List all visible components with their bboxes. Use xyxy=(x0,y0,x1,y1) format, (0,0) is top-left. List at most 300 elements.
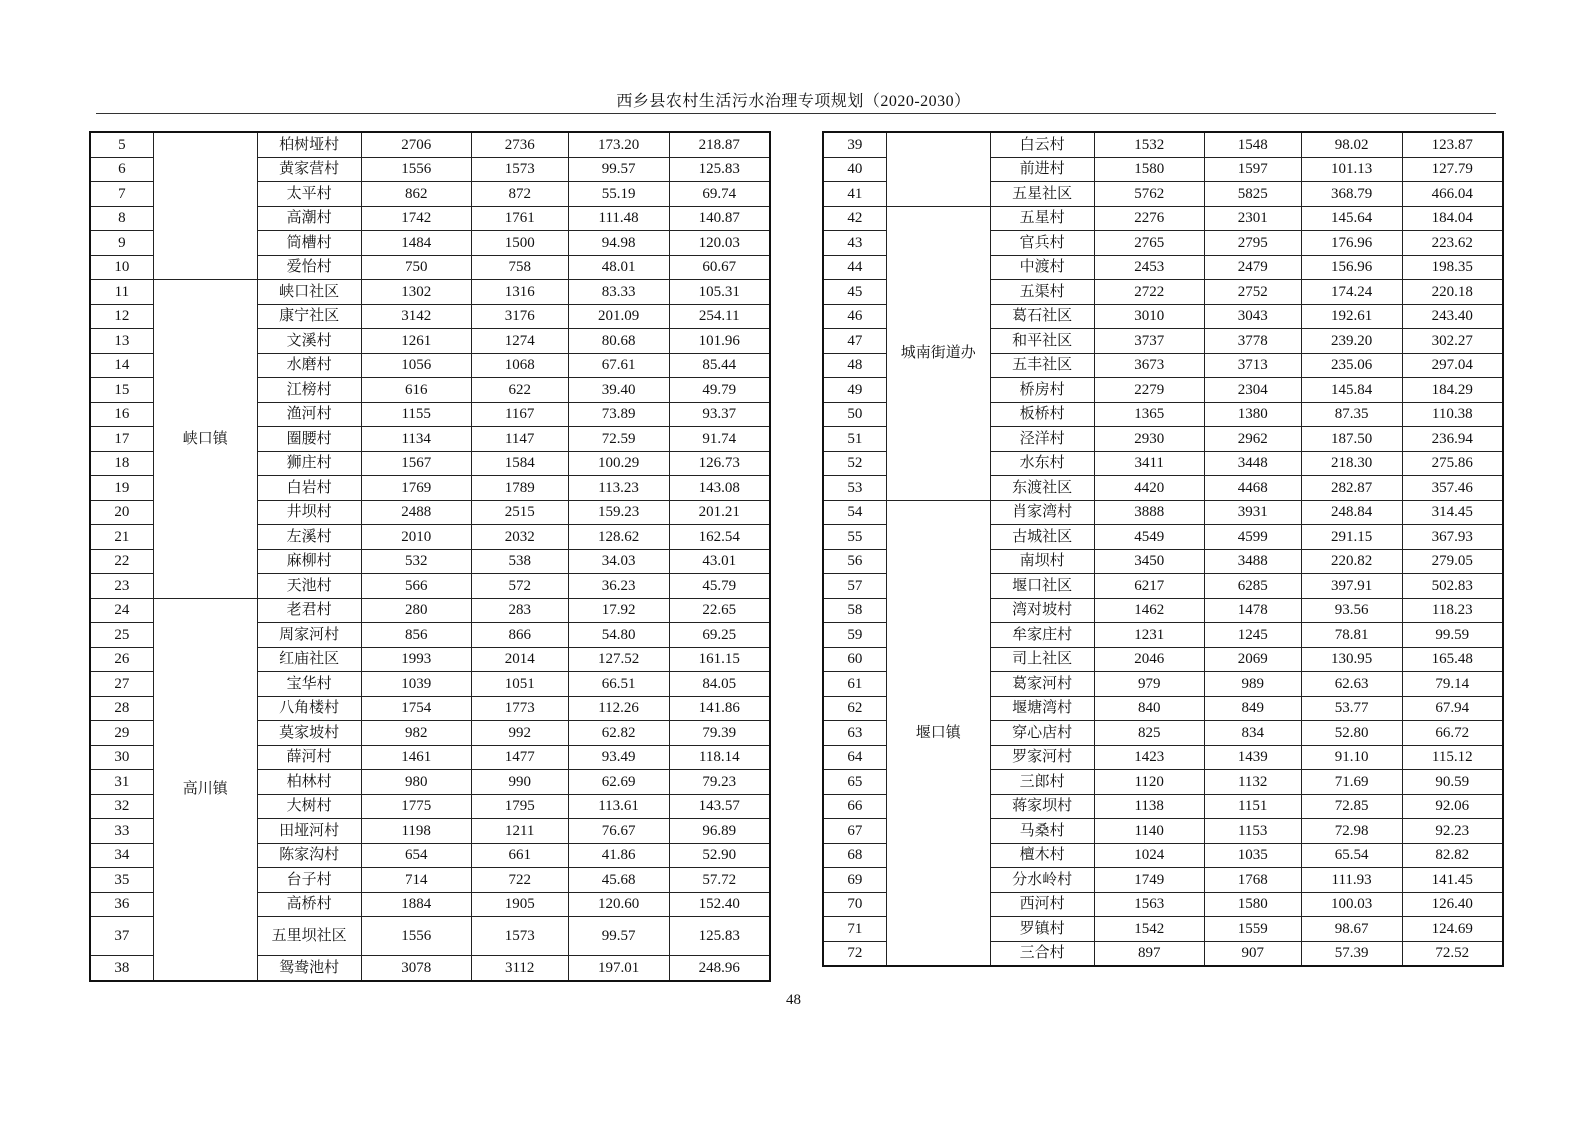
table-row xyxy=(90,132,770,157)
village-name-cell: 宝华村 xyxy=(257,672,361,697)
village-name-cell: 薛河村 xyxy=(257,745,361,770)
row-number-cell: 10 xyxy=(90,255,153,280)
population-cell: 2279 xyxy=(1094,378,1204,403)
projected-population-cell: 1035 xyxy=(1204,843,1301,868)
left-data-table xyxy=(89,131,771,982)
row-number-cell: 22 xyxy=(90,549,153,574)
projected-population-cell: 1477 xyxy=(471,745,568,770)
sewage-volume-cell: 62.69 xyxy=(568,770,669,795)
sewage-volume-cell: 98.02 xyxy=(1301,132,1402,157)
sewage-volume-cell: 17.92 xyxy=(568,598,669,623)
projected-population-cell: 1573 xyxy=(471,917,568,956)
population-cell: 1134 xyxy=(361,427,471,452)
village-name-cell: 鸳鸯池村 xyxy=(257,956,361,981)
sewage-volume-cell: 55.19 xyxy=(568,182,669,207)
population-cell: 1563 xyxy=(1094,892,1204,917)
sewage-volume-cell: 57.39 xyxy=(1301,941,1402,966)
population-cell: 654 xyxy=(361,843,471,868)
row-number-cell: 37 xyxy=(90,917,153,956)
projected-sewage-volume-cell: 302.27 xyxy=(1402,329,1503,354)
projected-sewage-volume-cell: 123.87 xyxy=(1402,132,1503,157)
table-row xyxy=(90,280,770,305)
sewage-volume-cell: 45.68 xyxy=(568,868,669,893)
row-number-cell: 56 xyxy=(823,549,886,574)
projected-sewage-volume-cell: 220.18 xyxy=(1402,280,1503,305)
sewage-volume-cell: 100.03 xyxy=(1301,892,1402,917)
projected-population-cell: 538 xyxy=(471,549,568,574)
village-name-cell: 筒槽村 xyxy=(257,231,361,256)
population-cell: 3010 xyxy=(1094,304,1204,329)
village-name-cell: 柏林村 xyxy=(257,770,361,795)
row-number-cell: 34 xyxy=(90,843,153,868)
sewage-volume-cell: 128.62 xyxy=(568,525,669,550)
row-number-cell: 19 xyxy=(90,476,153,501)
row-number-cell: 63 xyxy=(823,721,886,746)
row-number-cell: 65 xyxy=(823,770,886,795)
village-name-cell: 大树村 xyxy=(257,794,361,819)
village-name-cell: 檀木村 xyxy=(990,843,1094,868)
projected-population-cell: 3112 xyxy=(471,956,568,981)
row-number-cell: 72 xyxy=(823,941,886,966)
population-cell: 1567 xyxy=(361,451,471,476)
population-cell: 840 xyxy=(1094,696,1204,721)
projected-sewage-volume-cell: 115.12 xyxy=(1402,745,1503,770)
projected-sewage-volume-cell: 162.54 xyxy=(669,525,770,550)
row-number-cell: 30 xyxy=(90,745,153,770)
village-name-cell: 爱怡村 xyxy=(257,255,361,280)
projected-population-cell: 5825 xyxy=(1204,182,1301,207)
projected-population-cell: 2962 xyxy=(1204,427,1301,452)
projected-population-cell: 6285 xyxy=(1204,574,1301,599)
row-number-cell: 41 xyxy=(823,182,886,207)
right-data-table xyxy=(822,131,1504,967)
population-cell: 2706 xyxy=(361,132,471,157)
sewage-volume-cell: 71.69 xyxy=(1301,770,1402,795)
village-name-cell: 康宁社区 xyxy=(257,304,361,329)
projected-population-cell: 3488 xyxy=(1204,549,1301,574)
village-name-cell: 太平村 xyxy=(257,182,361,207)
population-cell: 1462 xyxy=(1094,598,1204,623)
row-number-cell: 29 xyxy=(90,721,153,746)
projected-sewage-volume-cell: 127.79 xyxy=(1402,157,1503,182)
population-cell: 1231 xyxy=(1094,623,1204,648)
projected-population-cell: 1167 xyxy=(471,402,568,427)
projected-population-cell: 1380 xyxy=(1204,402,1301,427)
row-number-cell: 39 xyxy=(823,132,886,157)
projected-population-cell: 1439 xyxy=(1204,745,1301,770)
projected-sewage-volume-cell: 248.96 xyxy=(669,956,770,981)
village-name-cell: 圈腰村 xyxy=(257,427,361,452)
village-name-cell: 前进村 xyxy=(990,157,1094,182)
projected-sewage-volume-cell: 297.04 xyxy=(1402,353,1503,378)
village-name-cell: 白岩村 xyxy=(257,476,361,501)
sewage-volume-cell: 80.68 xyxy=(568,329,669,354)
projected-sewage-volume-cell: 92.06 xyxy=(1402,794,1503,819)
sewage-volume-cell: 120.60 xyxy=(568,892,669,917)
sewage-volume-cell: 48.01 xyxy=(568,255,669,280)
projected-sewage-volume-cell: 22.65 xyxy=(669,598,770,623)
village-name-cell: 八角楼村 xyxy=(257,696,361,721)
sewage-volume-cell: 78.81 xyxy=(1301,623,1402,648)
projected-sewage-volume-cell: 223.62 xyxy=(1402,231,1503,256)
row-number-cell: 26 xyxy=(90,647,153,672)
projected-sewage-volume-cell: 243.40 xyxy=(1402,304,1503,329)
projected-population-cell: 2032 xyxy=(471,525,568,550)
village-name-cell: 五星村 xyxy=(990,206,1094,231)
row-number-cell: 69 xyxy=(823,868,886,893)
population-cell: 3078 xyxy=(361,956,471,981)
sewage-volume-cell: 112.26 xyxy=(568,696,669,721)
sewage-volume-cell: 99.57 xyxy=(568,917,669,956)
projected-sewage-volume-cell: 125.83 xyxy=(669,157,770,182)
document-header: 西乡县农村生活污水治理专项规划（2020-2030） xyxy=(616,93,971,110)
row-number-cell: 20 xyxy=(90,500,153,525)
sewage-volume-cell: 197.01 xyxy=(568,956,669,981)
projected-population-cell: 1316 xyxy=(471,280,568,305)
population-cell: 1532 xyxy=(1094,132,1204,157)
population-cell: 1056 xyxy=(361,353,471,378)
row-number-cell: 31 xyxy=(90,770,153,795)
projected-sewage-volume-cell: 84.05 xyxy=(669,672,770,697)
projected-population-cell: 1211 xyxy=(471,819,568,844)
sewage-volume-cell: 201.09 xyxy=(568,304,669,329)
population-cell: 1198 xyxy=(361,819,471,844)
sewage-volume-cell: 156.96 xyxy=(1301,255,1402,280)
projected-sewage-volume-cell: 143.08 xyxy=(669,476,770,501)
sewage-volume-cell: 52.80 xyxy=(1301,721,1402,746)
village-name-cell: 江榜村 xyxy=(257,378,361,403)
projected-sewage-volume-cell: 502.83 xyxy=(1402,574,1503,599)
sewage-volume-cell: 187.50 xyxy=(1301,427,1402,452)
projected-sewage-volume-cell: 466.04 xyxy=(1402,182,1503,207)
population-cell: 280 xyxy=(361,598,471,623)
projected-population-cell: 2795 xyxy=(1204,231,1301,256)
sewage-volume-cell: 159.23 xyxy=(568,500,669,525)
row-number-cell: 32 xyxy=(90,794,153,819)
row-number-cell: 40 xyxy=(823,157,886,182)
village-name-cell: 司上社区 xyxy=(990,647,1094,672)
projected-sewage-volume-cell: 184.29 xyxy=(1402,378,1503,403)
village-name-cell: 峡口社区 xyxy=(257,280,361,305)
sewage-volume-cell: 99.57 xyxy=(568,157,669,182)
village-name-cell: 台子村 xyxy=(257,868,361,893)
population-cell: 856 xyxy=(361,623,471,648)
sewage-volume-cell: 111.93 xyxy=(1301,868,1402,893)
row-number-cell: 27 xyxy=(90,672,153,697)
population-cell: 1155 xyxy=(361,402,471,427)
table-row xyxy=(90,598,770,623)
projected-sewage-volume-cell: 85.44 xyxy=(669,353,770,378)
village-name-cell: 井坝村 xyxy=(257,500,361,525)
row-number-cell: 7 xyxy=(90,182,153,207)
village-name-cell: 罗镇村 xyxy=(990,917,1094,942)
village-name-cell: 西河村 xyxy=(990,892,1094,917)
sewage-volume-cell: 39.40 xyxy=(568,378,669,403)
projected-sewage-volume-cell: 118.14 xyxy=(669,745,770,770)
village-name-cell: 中渡村 xyxy=(990,255,1094,280)
population-cell: 1261 xyxy=(361,329,471,354)
sewage-volume-cell: 176.96 xyxy=(1301,231,1402,256)
projected-sewage-volume-cell: 79.39 xyxy=(669,721,770,746)
projected-population-cell: 2479 xyxy=(1204,255,1301,280)
projected-sewage-volume-cell: 201.21 xyxy=(669,500,770,525)
village-name-cell: 东渡社区 xyxy=(990,476,1094,501)
projected-sewage-volume-cell: 82.82 xyxy=(1402,843,1503,868)
row-number-cell: 67 xyxy=(823,819,886,844)
sewage-volume-cell: 218.30 xyxy=(1301,451,1402,476)
population-cell: 1542 xyxy=(1094,917,1204,942)
sewage-volume-cell: 72.59 xyxy=(568,427,669,452)
row-number-cell: 59 xyxy=(823,623,886,648)
population-cell: 982 xyxy=(361,721,471,746)
row-number-cell: 9 xyxy=(90,231,153,256)
population-cell: 2453 xyxy=(1094,255,1204,280)
population-cell: 532 xyxy=(361,549,471,574)
population-cell: 1024 xyxy=(1094,843,1204,868)
projected-population-cell: 1559 xyxy=(1204,917,1301,942)
population-cell: 3450 xyxy=(1094,549,1204,574)
projected-sewage-volume-cell: 45.79 xyxy=(669,574,770,599)
projected-population-cell: 3176 xyxy=(471,304,568,329)
projected-sewage-volume-cell: 161.15 xyxy=(669,647,770,672)
projected-sewage-volume-cell: 118.23 xyxy=(1402,598,1503,623)
sewage-volume-cell: 174.24 xyxy=(1301,280,1402,305)
projected-sewage-volume-cell: 93.37 xyxy=(669,402,770,427)
projected-sewage-volume-cell: 69.25 xyxy=(669,623,770,648)
population-cell: 1423 xyxy=(1094,745,1204,770)
projected-population-cell: 3931 xyxy=(1204,500,1301,525)
projected-sewage-volume-cell: 125.83 xyxy=(669,917,770,956)
page-number: 48 xyxy=(786,992,801,1008)
projected-population-cell: 990 xyxy=(471,770,568,795)
population-cell: 1302 xyxy=(361,280,471,305)
projected-sewage-volume-cell: 49.79 xyxy=(669,378,770,403)
village-name-cell: 红庙社区 xyxy=(257,647,361,672)
sewage-volume-cell: 36.23 xyxy=(568,574,669,599)
row-number-cell: 5 xyxy=(90,132,153,157)
projected-sewage-volume-cell: 110.38 xyxy=(1402,402,1503,427)
population-cell: 1580 xyxy=(1094,157,1204,182)
projected-sewage-volume-cell: 279.05 xyxy=(1402,549,1503,574)
row-number-cell: 42 xyxy=(823,206,886,231)
projected-sewage-volume-cell: 198.35 xyxy=(1402,255,1503,280)
projected-population-cell: 572 xyxy=(471,574,568,599)
table-row xyxy=(823,500,1503,525)
row-number-cell: 66 xyxy=(823,794,886,819)
sewage-volume-cell: 239.20 xyxy=(1301,329,1402,354)
projected-sewage-volume-cell: 91.74 xyxy=(669,427,770,452)
sewage-volume-cell: 235.06 xyxy=(1301,353,1402,378)
projected-sewage-volume-cell: 120.03 xyxy=(669,231,770,256)
village-name-cell: 文溪村 xyxy=(257,329,361,354)
population-cell: 2276 xyxy=(1094,206,1204,231)
projected-population-cell: 2301 xyxy=(1204,206,1301,231)
sewage-volume-cell: 113.23 xyxy=(568,476,669,501)
projected-sewage-volume-cell: 152.40 xyxy=(669,892,770,917)
row-number-cell: 11 xyxy=(90,280,153,305)
row-number-cell: 55 xyxy=(823,525,886,550)
row-number-cell: 15 xyxy=(90,378,153,403)
row-number-cell: 28 xyxy=(90,696,153,721)
projected-sewage-volume-cell: 184.04 xyxy=(1402,206,1503,231)
projected-sewage-volume-cell: 143.57 xyxy=(669,794,770,819)
population-cell: 2722 xyxy=(1094,280,1204,305)
sewage-volume-cell: 91.10 xyxy=(1301,745,1402,770)
projected-population-cell: 1548 xyxy=(1204,132,1301,157)
projected-population-cell: 872 xyxy=(471,182,568,207)
sewage-volume-cell: 62.82 xyxy=(568,721,669,746)
row-number-cell: 36 xyxy=(90,892,153,917)
projected-sewage-volume-cell: 99.59 xyxy=(1402,623,1503,648)
sewage-volume-cell: 67.61 xyxy=(568,353,669,378)
sewage-volume-cell: 291.15 xyxy=(1301,525,1402,550)
projected-sewage-volume-cell: 60.67 xyxy=(669,255,770,280)
village-name-cell: 官兵村 xyxy=(990,231,1094,256)
sewage-volume-cell: 98.67 xyxy=(1301,917,1402,942)
projected-sewage-volume-cell: 66.72 xyxy=(1402,721,1503,746)
row-number-cell: 52 xyxy=(823,451,886,476)
row-number-cell: 8 xyxy=(90,206,153,231)
population-cell: 1138 xyxy=(1094,794,1204,819)
town-cell: 峡口镇 xyxy=(153,280,257,599)
population-cell: 862 xyxy=(361,182,471,207)
projected-population-cell: 1768 xyxy=(1204,868,1301,893)
row-number-cell: 58 xyxy=(823,598,886,623)
village-name-cell: 堰口社区 xyxy=(990,574,1094,599)
sewage-volume-cell: 368.79 xyxy=(1301,182,1402,207)
village-name-cell: 葛家河村 xyxy=(990,672,1094,697)
row-number-cell: 13 xyxy=(90,329,153,354)
village-name-cell: 水磨村 xyxy=(257,353,361,378)
row-number-cell: 44 xyxy=(823,255,886,280)
population-cell: 1884 xyxy=(361,892,471,917)
village-name-cell: 古城社区 xyxy=(990,525,1094,550)
population-cell: 6217 xyxy=(1094,574,1204,599)
village-name-cell: 五渠村 xyxy=(990,280,1094,305)
projected-population-cell: 2515 xyxy=(471,500,568,525)
sewage-volume-cell: 41.86 xyxy=(568,843,669,868)
sewage-volume-cell: 34.03 xyxy=(568,549,669,574)
row-number-cell: 62 xyxy=(823,696,886,721)
sewage-volume-cell: 66.51 xyxy=(568,672,669,697)
projected-population-cell: 3043 xyxy=(1204,304,1301,329)
sewage-volume-cell: 65.54 xyxy=(1301,843,1402,868)
population-cell: 3142 xyxy=(361,304,471,329)
projected-population-cell: 1795 xyxy=(471,794,568,819)
village-name-cell: 蒋家坝村 xyxy=(990,794,1094,819)
village-name-cell: 葛石社区 xyxy=(990,304,1094,329)
sewage-volume-cell: 130.95 xyxy=(1301,647,1402,672)
population-cell: 3737 xyxy=(1094,329,1204,354)
village-name-cell: 三郎村 xyxy=(990,770,1094,795)
village-name-cell: 和平社区 xyxy=(990,329,1094,354)
projected-population-cell: 1573 xyxy=(471,157,568,182)
village-name-cell: 老君村 xyxy=(257,598,361,623)
town-cell: 堰口镇 xyxy=(886,500,990,966)
village-name-cell: 马桑村 xyxy=(990,819,1094,844)
village-name-cell: 陈家沟村 xyxy=(257,843,361,868)
village-name-cell: 南坝村 xyxy=(990,549,1094,574)
population-cell: 566 xyxy=(361,574,471,599)
projected-population-cell: 283 xyxy=(471,598,568,623)
projected-population-cell: 907 xyxy=(1204,941,1301,966)
village-name-cell: 五丰社区 xyxy=(990,353,1094,378)
village-name-cell: 田垭河村 xyxy=(257,819,361,844)
population-cell: 1775 xyxy=(361,794,471,819)
population-cell: 1556 xyxy=(361,157,471,182)
population-cell: 2010 xyxy=(361,525,471,550)
sewage-volume-cell: 127.52 xyxy=(568,647,669,672)
header-rule xyxy=(96,113,1496,114)
population-cell: 1754 xyxy=(361,696,471,721)
population-cell: 4549 xyxy=(1094,525,1204,550)
sewage-volume-cell: 72.85 xyxy=(1301,794,1402,819)
village-name-cell: 五里坝社区 xyxy=(257,917,361,956)
row-number-cell: 18 xyxy=(90,451,153,476)
village-name-cell: 穿心店村 xyxy=(990,721,1094,746)
village-name-cell: 水东村 xyxy=(990,451,1094,476)
sewage-volume-cell: 72.98 xyxy=(1301,819,1402,844)
population-cell: 1365 xyxy=(1094,402,1204,427)
row-number-cell: 14 xyxy=(90,353,153,378)
projected-population-cell: 866 xyxy=(471,623,568,648)
sewage-volume-cell: 113.61 xyxy=(568,794,669,819)
row-number-cell: 51 xyxy=(823,427,886,452)
row-number-cell: 46 xyxy=(823,304,886,329)
sewage-volume-cell: 54.80 xyxy=(568,623,669,648)
projected-sewage-volume-cell: 101.96 xyxy=(669,329,770,354)
population-cell: 3888 xyxy=(1094,500,1204,525)
population-cell: 1993 xyxy=(361,647,471,672)
sewage-volume-cell: 145.64 xyxy=(1301,206,1402,231)
sewage-volume-cell: 62.63 xyxy=(1301,672,1402,697)
sewage-volume-cell: 220.82 xyxy=(1301,549,1402,574)
row-number-cell: 45 xyxy=(823,280,886,305)
projected-population-cell: 1773 xyxy=(471,696,568,721)
projected-sewage-volume-cell: 357.46 xyxy=(1402,476,1503,501)
population-cell: 4420 xyxy=(1094,476,1204,501)
row-number-cell: 54 xyxy=(823,500,886,525)
projected-sewage-volume-cell: 57.72 xyxy=(669,868,770,893)
projected-population-cell: 622 xyxy=(471,378,568,403)
table-row xyxy=(823,132,1503,157)
population-cell: 1039 xyxy=(361,672,471,697)
population-cell: 5762 xyxy=(1094,182,1204,207)
row-number-cell: 21 xyxy=(90,525,153,550)
projected-sewage-volume-cell: 218.87 xyxy=(669,132,770,157)
projected-population-cell: 1597 xyxy=(1204,157,1301,182)
projected-population-cell: 1068 xyxy=(471,353,568,378)
sewage-volume-cell: 248.84 xyxy=(1301,500,1402,525)
sewage-volume-cell: 76.67 xyxy=(568,819,669,844)
projected-population-cell: 1580 xyxy=(1204,892,1301,917)
village-name-cell: 湾对坡村 xyxy=(990,598,1094,623)
population-cell: 1742 xyxy=(361,206,471,231)
projected-sewage-volume-cell: 141.45 xyxy=(1402,868,1503,893)
projected-population-cell: 992 xyxy=(471,721,568,746)
village-name-cell: 高桥村 xyxy=(257,892,361,917)
village-name-cell: 狮庄村 xyxy=(257,451,361,476)
row-number-cell: 71 xyxy=(823,917,886,942)
row-number-cell: 38 xyxy=(90,956,153,981)
village-name-cell: 三合村 xyxy=(990,941,1094,966)
village-name-cell: 柏树垭村 xyxy=(257,132,361,157)
row-number-cell: 23 xyxy=(90,574,153,599)
population-cell: 980 xyxy=(361,770,471,795)
population-cell: 2488 xyxy=(361,500,471,525)
row-number-cell: 43 xyxy=(823,231,886,256)
village-name-cell: 堰塘湾村 xyxy=(990,696,1094,721)
